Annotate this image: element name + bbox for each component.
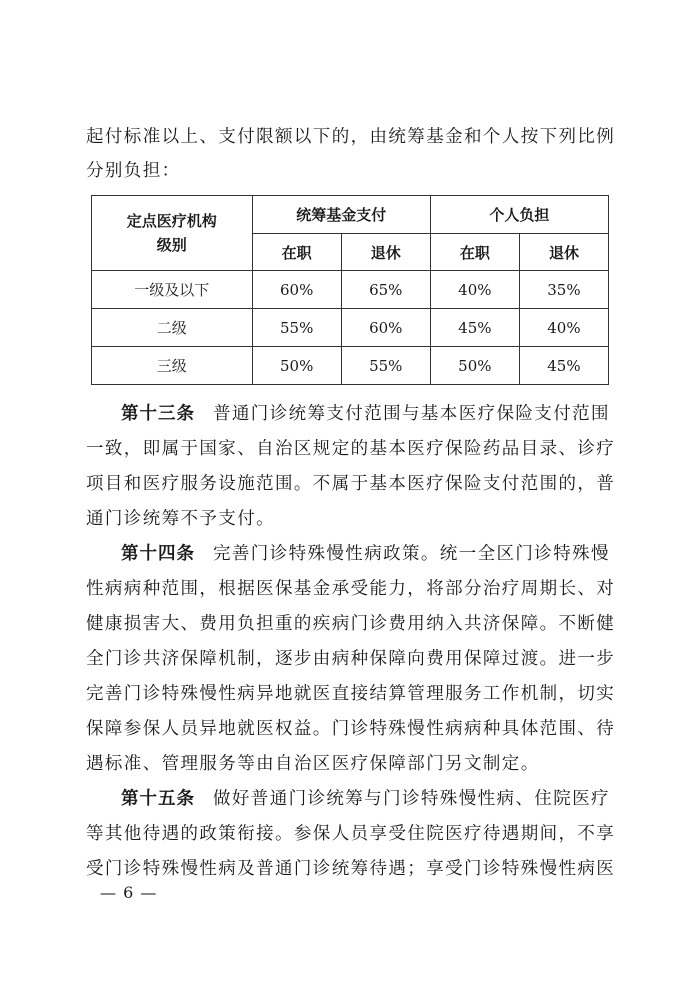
article-15-text: 做好普通门诊统筹与门诊特殊慢性病、住院医疗 — [213, 789, 610, 809]
article-14-line-5: 完善门诊特殊慢性病异地就医直接结算管理服务工作机制，切实 — [86, 684, 616, 704]
cell-fund-retired: 60% — [341, 309, 430, 347]
header-level-line-2: 级别 — [156, 236, 187, 254]
cell-fund-retired: 65% — [341, 271, 430, 309]
article-14-line-4: 全门诊共济保障机制，逐步由病种保障向费用保障过渡。进一步 — [86, 649, 616, 669]
article-13-title: 第十三条 — [121, 404, 195, 424]
table-row — [92, 347, 609, 385]
article-14-line-6: 保障参保人员异地就医权益。门诊特殊慢性病病种具体范围、待 — [86, 719, 616, 739]
table-row — [92, 271, 609, 309]
cell-personal-employed: 45% — [430, 309, 519, 347]
article-15-line-3: 受门诊特殊慢性病及普通门诊统筹待遇；享受门诊特殊慢性病医 — [86, 859, 616, 879]
article-15-line-1 — [121, 788, 616, 810]
subheader-personal-retired: 退休 — [519, 234, 608, 271]
subheader-personal-employed: 在职 — [430, 234, 519, 271]
cell-personal-employed: 40% — [430, 271, 519, 309]
intro-line-1: 起付标准以上、支付限额以下的，由统筹基金和个人按下列比例 — [86, 127, 616, 147]
header-personal-share: 个人负担 — [430, 196, 608, 234]
cell-fund-employed: 60% — [252, 271, 341, 309]
table-row — [92, 309, 609, 347]
row-level: 二级 — [92, 309, 253, 347]
article-15-title: 第十五条 — [121, 789, 195, 809]
article-15-line-2: 等其他待遇的政策衔接。参保人员享受住院医疗待遇期间，不享 — [86, 824, 616, 844]
page-number: — 6 — — [100, 883, 158, 902]
cell-personal-retired: 40% — [519, 309, 608, 347]
article-14-title: 第十四条 — [121, 544, 195, 564]
row-level: 三级 — [92, 347, 253, 385]
cell-personal-retired: 35% — [519, 271, 608, 309]
subheader-fund-retired: 退休 — [341, 234, 430, 271]
article-13-line-2: 一致，即属于国家、自治区规定的基本医疗保险药品目录、诊疗 — [86, 439, 616, 459]
article-14-line-7: 遇标准、管理服务等由自治区医疗保障部门另文制定。 — [86, 754, 540, 774]
cell-personal-employed: 50% — [430, 347, 519, 385]
article-13-text: 普通门诊统筹支付范围与基本医疗保险支付范围 — [213, 404, 610, 424]
header-fund-payment: 统筹基金支付 — [252, 196, 430, 234]
header-level-line-1: 定点医疗机构 — [126, 212, 217, 230]
article-14-text: 完善门诊特殊慢性病政策。统一全区门诊特殊慢 — [213, 544, 610, 564]
article-13-line-4: 通门诊统筹不予支付。 — [86, 509, 275, 529]
row-level: 一级及以下 — [92, 271, 253, 309]
cell-fund-employed: 50% — [252, 347, 341, 385]
cell-personal-retired: 45% — [519, 347, 608, 385]
article-13-line-3: 项目和医疗服务设施范围。不属于基本医疗保险支付范围的，普 — [86, 474, 616, 494]
article-13-line-1 — [121, 403, 616, 425]
article-14-line-2: 性病病种范围，根据医保基金承受能力，将部分治疗周期长、对 — [86, 579, 616, 599]
cell-fund-retired: 55% — [341, 347, 430, 385]
table-header-row — [92, 196, 609, 234]
reimbursement-ratio-table — [91, 195, 609, 385]
intro-line-2: 分别负担： — [86, 161, 181, 181]
subheader-fund-employed: 在职 — [252, 234, 341, 271]
article-14-line-1 — [121, 543, 616, 565]
cell-fund-employed: 55% — [252, 309, 341, 347]
article-14-line-3: 健康损害大、费用负担重的疾病门诊费用纳入共济保障。不断健 — [86, 614, 616, 634]
header-institution-level — [92, 196, 253, 271]
